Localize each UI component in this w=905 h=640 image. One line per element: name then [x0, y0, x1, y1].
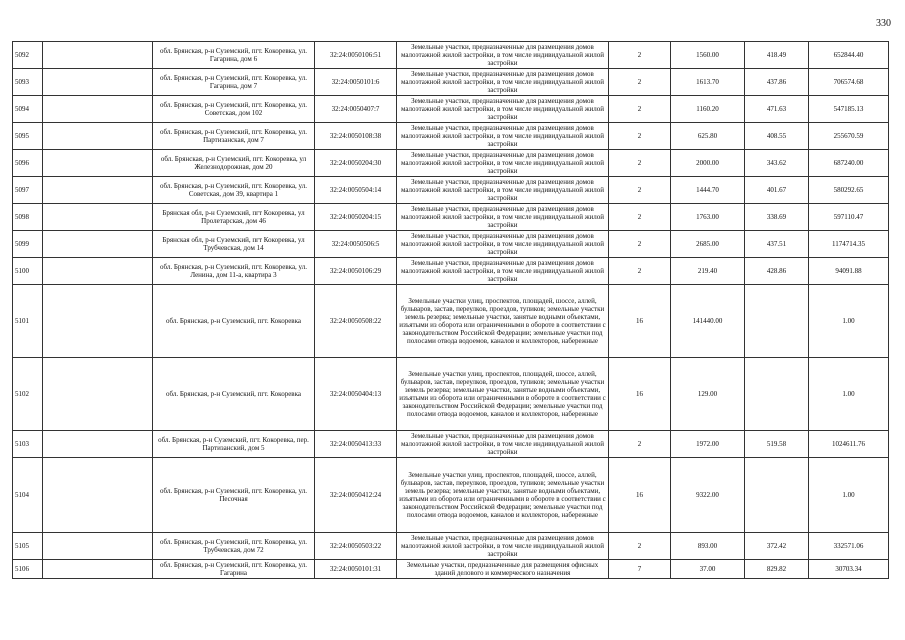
row-number-cell: 5101	[13, 285, 43, 358]
specific-value-cell: 401.67	[745, 177, 809, 204]
group-code-cell: 2	[609, 150, 671, 177]
table-row	[13, 204, 889, 231]
table-row	[13, 69, 889, 96]
specific-value-cell: 408.55	[745, 123, 809, 150]
address-cell: обл. Брянская, р-н Суземский, пгт. Кокоревка	[153, 285, 315, 358]
cadastral-value-cell: 1024611.76	[809, 431, 889, 458]
table-row	[13, 150, 889, 177]
address-cell: обл. Брянская, р-н Суземский, пгт. Кокоревка, ул. Гагарина	[153, 560, 315, 579]
cadastral-value-cell: 687240.00	[809, 150, 889, 177]
land-category-cell: Земельные участки, предназначенные для размещения домов малоэтажной жилой застройки, в том числе индивидуальной жилой застройки	[397, 231, 609, 258]
address-cell: обл. Брянская, р-н Суземский, пгт. Кокоревка	[153, 358, 315, 431]
group-code-cell: 7	[609, 560, 671, 579]
cadastral-number-cell: 32:24:0050506:5	[315, 231, 397, 258]
page-number: 330	[876, 18, 891, 29]
group-code-cell: 2	[609, 431, 671, 458]
cadastral-value-cell: 1174714.35	[809, 231, 889, 258]
row-number-cell: 5104	[13, 458, 43, 533]
specific-value-cell: 418.49	[745, 42, 809, 69]
blank-cell	[43, 177, 153, 204]
land-category-cell: Земельные участки, предназначенные для размещения домов малоэтажной жилой застройки, в том числе индивидуальной жилой застройки	[397, 258, 609, 285]
cadastral-value-table	[12, 41, 889, 579]
specific-value-cell: 437.51	[745, 231, 809, 258]
cadastral-number-cell: 32:24:0050106:29	[315, 258, 397, 285]
land-category-cell: Земельные участки улиц, проспектов, площадей, шоссе, аллей, бульваров, застав, переулков, проездов, тупиков; земельные участки земель резерва; земельные участки, занятые водными объектами, изъятыми из оборота или ограниченными в обороте в соответствии с законодательством Российской Федерации; земельные участки под полосами отвода водоемов, каналов и коллекторов, набережные	[397, 358, 609, 431]
cadastral-value-cell: 255670.59	[809, 123, 889, 150]
specific-value-cell: 519.58	[745, 431, 809, 458]
land-category-cell: Земельные участки, предназначенные для размещения домов малоэтажной жилой застройки, в том числе индивидуальной жилой застройки	[397, 431, 609, 458]
area-cell: 1560.00	[671, 42, 745, 69]
land-category-cell: Земельные участки, предназначенные для размещения домов малоэтажной жилой застройки, в том числе индивидуальной жилой застройки	[397, 204, 609, 231]
blank-cell	[43, 285, 153, 358]
row-number-cell: 5095	[13, 123, 43, 150]
cadastral-value-cell: 597110.47	[809, 204, 889, 231]
address-cell: обл. Брянская, р-н Суземский, пгт. Кокоревка, ул. Гагарина, дом 7	[153, 69, 315, 96]
specific-value-cell: 372.42	[745, 533, 809, 560]
specific-value-cell	[745, 458, 809, 533]
table-row	[13, 177, 889, 204]
group-code-cell: 2	[609, 258, 671, 285]
blank-cell	[43, 69, 153, 96]
blank-cell	[43, 123, 153, 150]
table-row	[13, 258, 889, 285]
cadastral-number-cell: 32:24:0050407:7	[315, 96, 397, 123]
area-cell: 37.00	[671, 560, 745, 579]
group-code-cell: 16	[609, 358, 671, 431]
land-category-cell: Земельные участки, предназначенные для размещения домов малоэтажной жилой застройки, в том числе индивидуальной жилой застройки	[397, 533, 609, 560]
land-category-cell: Земельные участки, предназначенные для размещения домов малоэтажной жилой застройки, в том числе индивидуальной жилой застройки	[397, 96, 609, 123]
cadastral-value-cell: 706574.68	[809, 69, 889, 96]
address-cell: обл. Брянская, р-н Суземский, пгт. Кокоревка, ул. Песочная	[153, 458, 315, 533]
blank-cell	[43, 96, 153, 123]
cadastral-value-cell: 30703.34	[809, 560, 889, 579]
address-cell: обл. Брянская, р-н Суземский, пгт. Кокоревка, ул Железнодорожная, дом 20	[153, 150, 315, 177]
area-cell: 893.00	[671, 533, 745, 560]
specific-value-cell: 471.63	[745, 96, 809, 123]
specific-value-cell: 343.62	[745, 150, 809, 177]
row-number-cell: 5103	[13, 431, 43, 458]
specific-value-cell	[745, 285, 809, 358]
area-cell: 1444.70	[671, 177, 745, 204]
blank-cell	[43, 431, 153, 458]
cadastral-number-cell: 32:24:0050101:6	[315, 69, 397, 96]
area-cell: 129.00	[671, 358, 745, 431]
cadastral-number-cell: 32:24:0050503:22	[315, 533, 397, 560]
area-cell: 1972.00	[671, 431, 745, 458]
address-cell: обл. Брянская, р-н Суземский, пгт. Кокоревка, ул. Советская, дом 39, квартира 1	[153, 177, 315, 204]
group-code-cell: 2	[609, 42, 671, 69]
blank-cell	[43, 231, 153, 258]
address-cell: Брянская обл, р-н Суземский, пгт Кокоревка, ул Пролетарская, дом 46	[153, 204, 315, 231]
land-category-cell: Земельные участки, предназначенные для размещения домов малоэтажной жилой застройки, в том числе индивидуальной жилой застройки	[397, 177, 609, 204]
row-number-cell: 5105	[13, 533, 43, 560]
group-code-cell: 16	[609, 285, 671, 358]
address-cell: обл. Брянская, р-н Суземский, пгт. Кокоревка, ул. Ленина, дом 11-а, квартира 3	[153, 258, 315, 285]
blank-cell	[43, 258, 153, 285]
blank-cell	[43, 358, 153, 431]
table-row	[13, 358, 889, 431]
group-code-cell: 16	[609, 458, 671, 533]
area-cell: 9322.00	[671, 458, 745, 533]
row-number-cell: 5100	[13, 258, 43, 285]
land-category-cell: Земельные участки, предназначенные для размещения домов малоэтажной жилой застройки, в том числе индивидуальной жилой застройки	[397, 42, 609, 69]
row-number-cell: 5096	[13, 150, 43, 177]
group-code-cell: 2	[609, 231, 671, 258]
specific-value-cell: 428.86	[745, 258, 809, 285]
land-category-cell: Земельные участки, предназначенные для размещения домов малоэтажной жилой застройки, в том числе индивидуальной жилой застройки	[397, 69, 609, 96]
land-category-cell: Земельные участки, предназначенные для размещения домов малоэтажной жилой застройки, в том числе индивидуальной жилой застройки	[397, 150, 609, 177]
area-cell: 141440.00	[671, 285, 745, 358]
row-number-cell: 5099	[13, 231, 43, 258]
land-category-cell: Земельные участки улиц, проспектов, площадей, шоссе, аллей, бульваров, застав, переулков, проездов, тупиков; земельные участки земель резерва; земельные участки, занятые водными объектами, изъятыми из оборота или ограниченными в обороте в соответствии с законодательством Российской Федерации; земельные участки под полосами отвода водоемов, каналов и коллекторов, набережные	[397, 458, 609, 533]
address-cell: обл. Брянская, р-н Суземский, пгт. Кокоревка, пер. Партизанский, дом 5	[153, 431, 315, 458]
row-number-cell: 5098	[13, 204, 43, 231]
table-row	[13, 533, 889, 560]
cadastral-number-cell: 32:24:0050412:24	[315, 458, 397, 533]
specific-value-cell: 829.82	[745, 560, 809, 579]
blank-cell	[43, 458, 153, 533]
area-cell: 219.40	[671, 258, 745, 285]
table-row	[13, 458, 889, 533]
specific-value-cell	[745, 358, 809, 431]
table-row	[13, 96, 889, 123]
cadastral-number-cell: 32:24:0050504:14	[315, 177, 397, 204]
cadastral-number-cell: 32:24:0050106:51	[315, 42, 397, 69]
row-number-cell: 5093	[13, 69, 43, 96]
address-cell: обл. Брянская, р-н Суземский, пгт. Кокоревка, ул. Советская, дом 102	[153, 96, 315, 123]
cadastral-value-cell: 652844.40	[809, 42, 889, 69]
cadastral-value-cell: 1.00	[809, 358, 889, 431]
group-code-cell: 2	[609, 177, 671, 204]
specific-value-cell: 338.69	[745, 204, 809, 231]
area-cell: 2685.00	[671, 231, 745, 258]
cadastral-value-cell: 94091.88	[809, 258, 889, 285]
row-number-cell: 5102	[13, 358, 43, 431]
table-row	[13, 285, 889, 358]
table-row	[13, 431, 889, 458]
cadastral-value-cell: 1.00	[809, 285, 889, 358]
address-cell: обл. Брянская, р-н Суземский, пгт. Кокоревка, ул. Гагарина, дом 6	[153, 42, 315, 69]
cadastral-number-cell: 32:24:0050413:33	[315, 431, 397, 458]
cadastral-number-cell: 32:24:0050404:13	[315, 358, 397, 431]
cadastral-value-cell: 580292.65	[809, 177, 889, 204]
area-cell: 625.80	[671, 123, 745, 150]
address-cell: обл. Брянская, р-н Суземский, пгт. Кокоревка, ул. Трубчевская, дом 72	[153, 533, 315, 560]
land-category-cell: Земельные участки, предназначенные для размещения офисных зданий делового и коммерческого назначения	[397, 560, 609, 579]
table-row	[13, 231, 889, 258]
group-code-cell: 2	[609, 69, 671, 96]
cadastral-number-cell: 32:24:0050108:38	[315, 123, 397, 150]
table-row	[13, 42, 889, 69]
table-body	[13, 42, 889, 579]
cadastral-number-cell: 32:24:0050204:15	[315, 204, 397, 231]
blank-cell	[43, 150, 153, 177]
cadastral-number-cell: 32:24:0050508:22	[315, 285, 397, 358]
cadastral-number-cell: 32:24:0050101:31	[315, 560, 397, 579]
area-cell: 1763.00	[671, 204, 745, 231]
cadastral-value-cell: 332571.06	[809, 533, 889, 560]
blank-cell	[43, 204, 153, 231]
row-number-cell: 5097	[13, 177, 43, 204]
table-row	[13, 560, 889, 579]
blank-cell	[43, 533, 153, 560]
row-number-cell: 5106	[13, 560, 43, 579]
area-cell: 2000.00	[671, 150, 745, 177]
cadastral-number-cell: 32:24:0050204:30	[315, 150, 397, 177]
row-number-cell: 5092	[13, 42, 43, 69]
area-cell: 1160.20	[671, 96, 745, 123]
group-code-cell: 2	[609, 96, 671, 123]
blank-cell	[43, 560, 153, 579]
row-number-cell: 5094	[13, 96, 43, 123]
group-code-cell: 2	[609, 204, 671, 231]
land-category-cell: Земельные участки улиц, проспектов, площадей, шоссе, аллей, бульваров, застав, переулков, проездов, тупиков; земельные участки земель резерва; земельные участки, занятые водными объектами, изъятыми из оборота или ограниченными в обороте в соответствии с законодательством Российской Федерации; земельные участки под полосами отвода водоемов, каналов и коллекторов, набережные	[397, 285, 609, 358]
group-code-cell: 2	[609, 533, 671, 560]
address-cell: обл. Брянская, р-н Суземский, пгт. Кокоревка, ул. Партизанская, дом 7	[153, 123, 315, 150]
land-category-cell: Земельные участки, предназначенные для размещения домов малоэтажной жилой застройки, в том числе индивидуальной жилой застройки	[397, 123, 609, 150]
group-code-cell: 2	[609, 123, 671, 150]
blank-cell	[43, 42, 153, 69]
cadastral-value-cell: 1.00	[809, 458, 889, 533]
address-cell: Брянская обл, р-н Суземский, пгт Кокоревка, ул Трубчевская, дом 14	[153, 231, 315, 258]
table-row	[13, 123, 889, 150]
area-cell: 1613.70	[671, 69, 745, 96]
cadastral-value-cell: 547185.13	[809, 96, 889, 123]
specific-value-cell: 437.86	[745, 69, 809, 96]
